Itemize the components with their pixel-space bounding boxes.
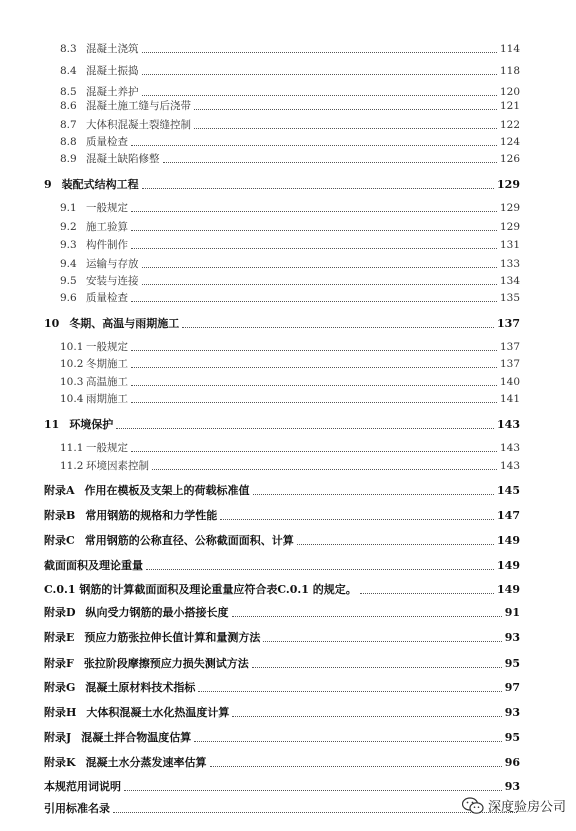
toc-row[interactable] xyxy=(44,417,520,433)
dot-leader xyxy=(131,350,497,351)
toc-entry-number: 8.5 xyxy=(60,86,77,98)
dot-leader xyxy=(194,128,497,129)
toc-page-number: 120 xyxy=(499,86,520,98)
toc-page-number: 93 xyxy=(504,780,520,793)
toc-entry-number: 8.3 xyxy=(60,43,77,55)
toc-page-number: 143 xyxy=(497,418,520,431)
toc-page-number: 114 xyxy=(499,43,520,55)
toc-row[interactable] xyxy=(60,63,520,79)
toc-entry-title: 一般规定 xyxy=(86,202,128,214)
dot-leader xyxy=(142,267,497,268)
toc-entry-title: 质量检查 xyxy=(86,136,128,148)
toc-entry-title: 混凝土水分蒸发速率估算 xyxy=(85,756,207,769)
toc-row[interactable] xyxy=(44,730,520,746)
toc-entry-title: 环境因素控制 xyxy=(86,460,149,472)
toc-entry-title: 纵向受力钢筋的最小搭接长度 xyxy=(85,606,229,619)
dot-leader xyxy=(131,145,497,146)
toc-page-number: 124 xyxy=(499,136,520,148)
toc-row[interactable] xyxy=(44,630,520,646)
toc-row[interactable] xyxy=(44,316,520,332)
toc-entry-title: 混凝土浇筑 xyxy=(86,43,139,55)
toc-entry-title: 质量检查 xyxy=(86,292,128,304)
toc-page-number: 147 xyxy=(497,509,520,522)
dot-leader xyxy=(131,211,497,212)
toc-entry-number: 8.8 xyxy=(60,136,77,148)
toc-entry-title: 装配式结构工程 xyxy=(61,178,139,191)
toc-page-number: 143 xyxy=(499,460,520,472)
toc-entry-number: 8.7 xyxy=(60,119,77,131)
toc-entry-title: 引用标准名录 xyxy=(44,802,110,815)
toc-entry-title: 预应力筋张拉伸长值计算和量测方法 xyxy=(84,631,261,644)
toc-row[interactable] xyxy=(60,41,520,57)
toc-entry-number: 附录E xyxy=(44,631,75,644)
toc-entry-number: 9.3 xyxy=(60,239,77,251)
toc-entry-number: 10 xyxy=(44,317,60,330)
toc-row[interactable] xyxy=(60,339,520,355)
dot-leader xyxy=(253,494,494,495)
toc-entry-title: 一般规定 xyxy=(86,442,128,454)
toc-page-number: 122 xyxy=(499,119,520,131)
toc-entry-title: 混凝土原材料技术指标 xyxy=(85,681,196,694)
toc-entry-number: 附录B xyxy=(44,509,76,522)
dot-leader xyxy=(142,95,497,96)
toc-entry-number: 附录H xyxy=(44,706,77,719)
toc-entry-number: 11.2 xyxy=(60,460,84,472)
toc-entry-number: 9.4 xyxy=(60,258,77,270)
dot-leader xyxy=(220,519,494,520)
dot-leader xyxy=(131,367,497,368)
toc-row[interactable] xyxy=(60,374,520,390)
toc-entry-title: 常用钢筋的规格和力学性能 xyxy=(85,509,218,522)
toc-page-number: 140 xyxy=(499,376,520,388)
toc-page-number: 131 xyxy=(499,239,520,251)
toc-row[interactable] xyxy=(60,98,520,114)
toc-row[interactable] xyxy=(44,680,520,696)
toc-page-number: 149 xyxy=(497,559,520,572)
toc-row[interactable] xyxy=(60,458,520,474)
toc-entry-title: 大体积混凝土裂缝控制 xyxy=(86,119,191,131)
toc-entry-number: 附录A xyxy=(44,484,75,497)
toc-row[interactable] xyxy=(44,483,520,499)
dot-leader xyxy=(142,74,497,75)
toc-row[interactable] xyxy=(60,273,520,289)
toc-row[interactable] xyxy=(44,779,520,795)
toc-entry-title: 一般规定 xyxy=(86,341,128,353)
dot-leader xyxy=(142,284,497,285)
toc-entry-title: 张拉阶段摩擦预应力损失测试方法 xyxy=(83,657,249,670)
toc-row[interactable] xyxy=(60,117,520,133)
dot-leader xyxy=(198,691,501,692)
toc-entry-number: 8.9 xyxy=(60,153,77,165)
dot-leader xyxy=(194,741,501,742)
dot-leader xyxy=(252,667,502,668)
dot-leader xyxy=(142,188,494,189)
toc-entry-title: 混凝土缺陷修整 xyxy=(86,153,160,165)
toc-page-number: 143 xyxy=(499,442,520,454)
toc-row[interactable] xyxy=(44,558,520,574)
toc-page-number: 137 xyxy=(499,358,520,370)
dot-leader xyxy=(131,402,497,403)
toc-page-number: 97 xyxy=(504,681,520,694)
toc-entry-number: 8.4 xyxy=(60,65,77,77)
toc-row[interactable] xyxy=(60,290,520,306)
dot-leader xyxy=(210,766,502,767)
toc-entry-title: 施工验算 xyxy=(86,221,128,233)
toc-entry-title: 混凝土振捣 xyxy=(86,65,139,77)
toc-entry-title: 常用钢筋的公称直径、公称截面面积、计算 xyxy=(84,534,294,547)
toc-page-number: 129 xyxy=(499,202,520,214)
dot-leader xyxy=(113,812,517,813)
dot-leader xyxy=(263,641,501,642)
toc-row[interactable] xyxy=(44,605,520,621)
dot-leader xyxy=(232,716,501,717)
dot-leader xyxy=(152,469,497,470)
toc-entry-title: 混凝土养护 xyxy=(86,86,139,98)
dot-leader xyxy=(116,428,494,429)
toc-page-number: 118 xyxy=(499,65,520,77)
dot-leader xyxy=(131,230,497,231)
dot-leader xyxy=(131,385,497,386)
dot-leader xyxy=(131,301,497,302)
toc-entry-title: C.0.1 钢筋的计算截面面积及理论重量应符合表C.0.1 的规定。 xyxy=(44,583,357,596)
toc-entry-number: 附录C xyxy=(44,534,75,547)
toc-entry-number: 附录F xyxy=(44,657,74,670)
toc-entry-number: 9.2 xyxy=(60,221,77,233)
toc-entry-number: 9.1 xyxy=(60,202,77,214)
toc-page-number: 141 xyxy=(499,393,520,405)
toc-page-number: 135 xyxy=(499,292,520,304)
toc-entry-number: 10.3 xyxy=(60,376,84,388)
toc-page-number: 133 xyxy=(499,258,520,270)
toc-entry-title: 环境保护 xyxy=(69,418,114,431)
toc-entry-number: 10.4 xyxy=(60,393,84,405)
toc-page-number: 149 xyxy=(497,534,520,547)
toc-row[interactable] xyxy=(44,755,520,771)
toc-entry-title: 构件制作 xyxy=(86,239,128,251)
dot-leader xyxy=(163,162,497,163)
toc-row[interactable] xyxy=(44,705,520,721)
watermark-text: 深度验房公司 xyxy=(487,800,566,815)
dot-leader xyxy=(124,790,502,791)
dot-leader xyxy=(146,569,494,570)
toc-entry-title: 高温施工 xyxy=(86,376,128,388)
toc-page-number: 126 xyxy=(499,153,520,165)
toc-row[interactable] xyxy=(60,134,520,150)
toc-entry-title: 运输与存放 xyxy=(86,258,139,270)
toc-entry-title: 本规范用词说明 xyxy=(44,780,121,793)
dot-leader xyxy=(131,248,497,249)
toc-entry-number: 9.6 xyxy=(60,292,77,304)
toc-row[interactable] xyxy=(44,656,520,672)
toc-entry-number: 10.2 xyxy=(60,358,84,370)
toc-page-number: 95 xyxy=(504,657,520,670)
dot-leader xyxy=(131,451,497,452)
toc-entry-number: 附录J xyxy=(44,731,72,744)
toc-entry-title: 作用在模板及支架上的荷载标准值 xyxy=(84,484,250,497)
toc-entry-title: 混凝土拌合物温度估算 xyxy=(81,731,192,744)
toc-entry-title: 冬期施工 xyxy=(86,358,128,370)
toc-row[interactable] xyxy=(44,582,520,598)
toc-entry-title: 冬期、高温与雨期施工 xyxy=(69,317,180,330)
toc-page-number: 129 xyxy=(497,178,520,191)
toc-entry-number: 11.1 xyxy=(60,442,84,454)
toc-entry-title: 大体积混凝土水化热温度计算 xyxy=(86,706,230,719)
toc-page-number: 137 xyxy=(497,317,520,330)
toc-page-number: 129 xyxy=(499,221,520,233)
wechat-icon xyxy=(462,797,484,815)
toc-row[interactable] xyxy=(44,177,520,193)
toc-row[interactable] xyxy=(60,151,520,167)
toc-page-number: 93 xyxy=(504,706,520,719)
toc-row[interactable] xyxy=(60,256,520,272)
toc-row[interactable] xyxy=(60,200,520,216)
toc-page-number: 93 xyxy=(504,631,520,644)
dot-leader xyxy=(360,593,494,594)
toc-row[interactable] xyxy=(44,533,520,549)
toc-row[interactable] xyxy=(60,356,520,372)
toc-page-number: 134 xyxy=(499,275,520,287)
toc-page-number: 121 xyxy=(499,100,520,112)
toc-entry-number: 10.1 xyxy=(60,341,84,353)
dot-leader xyxy=(297,544,494,545)
dot-leader xyxy=(142,52,497,53)
toc-entry-title: 混凝土施工缝与后浇带 xyxy=(86,100,191,112)
toc-page-number: 137 xyxy=(499,341,520,353)
toc-entry-number: 8.6 xyxy=(60,100,77,112)
dot-leader xyxy=(194,109,497,110)
toc-page-number: 96 xyxy=(504,756,520,769)
toc-entry-number: 附录D xyxy=(44,606,76,619)
toc-page-number: 91 xyxy=(504,606,520,619)
toc-entry-title: 雨期施工 xyxy=(86,393,128,405)
toc-row[interactable] xyxy=(60,219,520,235)
toc-entry-number: 9 xyxy=(44,178,52,191)
toc-row[interactable] xyxy=(60,440,520,456)
toc-entry-number: 11 xyxy=(44,418,60,431)
toc-entry-number: 9.5 xyxy=(60,275,77,287)
toc-entry-number: 附录K xyxy=(44,756,76,769)
toc-entry-title: 安装与连接 xyxy=(86,275,139,287)
toc-page-number: 145 xyxy=(497,484,520,497)
toc-entry-number: 附录G xyxy=(44,681,76,694)
dot-leader xyxy=(182,327,494,328)
dot-leader xyxy=(232,616,502,617)
toc-entry-title: 截面面积及理论重量 xyxy=(44,559,143,572)
toc-row[interactable] xyxy=(60,237,520,253)
toc-page-number: 149 xyxy=(497,583,520,596)
toc-row[interactable] xyxy=(44,508,520,524)
toc-row[interactable] xyxy=(60,391,520,407)
toc-page-number: 95 xyxy=(504,731,520,744)
watermark xyxy=(462,796,566,815)
toc-row[interactable] xyxy=(44,801,520,817)
